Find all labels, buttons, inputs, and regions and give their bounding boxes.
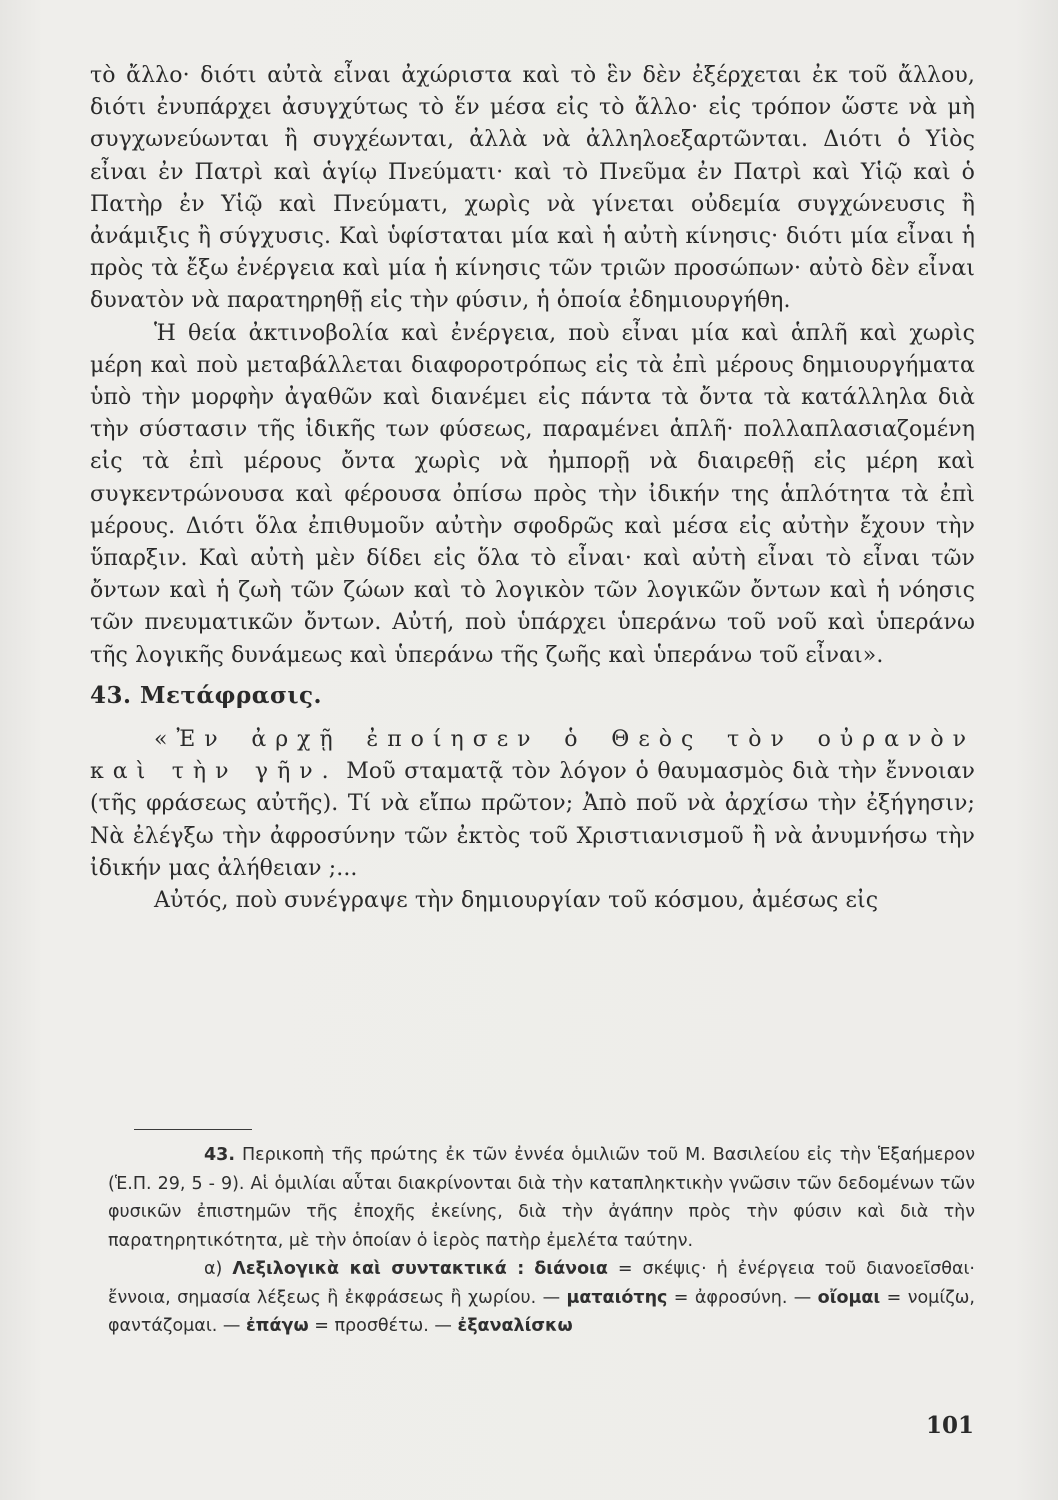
footnote-rule [134, 1129, 252, 1130]
paragraph-4: Αὐτός, ποὺ συνέγραψε τὴν δημιουργίαν τοῦ κόσμου, ἀμέσως εἰς [154, 888, 879, 914]
glossary-definition: = σκέψις· ἡ ἐνέργεια τοῦ διανοεῖσθαι· ἔννοια, σημασία λέξεως ἢ ἐκφράσεως ἢ χωρίου. — [108, 1259, 975, 1308]
glossary-definition: = προσθέτω. — [308, 1316, 458, 1336]
paragraph-3 [90, 724, 975, 885]
footnotes [108, 1141, 975, 1341]
glossary-term: διάνοια [534, 1259, 608, 1279]
glossary-definition: = ἀφροσύνη. — [667, 1287, 818, 1308]
paragraph-1: τὸ ἄλλο· διότι αὐτὰ εἶναι ἀχώριστα καὶ τὸ ἓν δὲν ἐξέρχεται ἐκ τοῦ ἄλλου, διότι ἐνυπάρχει ἀσυγχύτως τὸ ἕν μέσα εἰς τὸ ἄλλο· εἰς τρόπον ὥστε νὰ μὴ συγχωνεύωνται ἢ συγχέωνται, ἀλλὰ νὰ ἀλληλοεξαρτῶνται. Διότι ὁ Υἱὸς εἶναι ἐν Πατρὶ καὶ ἁγίῳ Πνεύματι· καὶ τὸ Πνεῦμα ἐν Πατρὶ καὶ Υἱῷ καὶ ὁ Πατὴρ ἐν Υἱῷ καὶ Πνεύματι, χωρὶς νὰ γίνεται οὐδεμία συγχώνευσις ἢ ἀνάμιξις ἢ σύγχυσις. Καὶ ὑφίσταται μία καὶ ἡ αὐτὴ κίνησις· διότι μία εἶναι ἡ πρὸς τὰ ἔξω ἐνέργεια καὶ μία ἡ κίνησις τῶν τριῶν προσώπων· αὐτὸ δὲν εἶναι δυνατὸν νὰ παρατηρηθῇ εἰς τὴν φύσιν, ἡ ὁποία ἐδημιουργήθη. [90, 63, 975, 314]
paragraph-2: Ἡ θεία ἀκτινοβολία καὶ ἐνέργεια, ποὺ εἶναι μία καὶ ἁπλῆ καὶ χωρὶς μέρη καὶ ποὺ μεταβάλλεται διαφοροτρόπως εἰς τὰ ἐπὶ μέρους δημιουργήματα ὑπὸ τὴν μορφὴν ἀγαθῶν καὶ διανέμει εἰς πάντα τὰ ὄντα τὰ κατάλληλα διὰ τὴν σύστασιν τῆς ἰδικῆς των φύσεως, παραμένει ἁπλῆ· πολλαπλασιαζομένη εἰς τὰ ἐπὶ μέρους ὄντα χωρὶς νὰ ἠμπορῇ νὰ διαιρεθῇ εἰς μέρη καὶ συγκεντρώνουσα καὶ φέρουσα ὀπίσω πρὸς τὴν ἰδικήν της ἁπλότητα τὰ ἐπὶ μέρους. Διότι ὅλα ἐπιθυμοῦν αὐτὴν σφοδρῶς καὶ μέσα εἰς αὐτὴν ἔχουν τὴν ὕπαρξιν. Καὶ αὐτὴ μὲν δίδει εἰς ὅλα τὸ εἶναι· καὶ αὐτὴ εἶναι τὸ εἶναι τῶν ὄντων καὶ ἡ ζωὴ τῶν ζώων καὶ τὸ λογικὸν τῶν λογικῶν ὄντων καὶ ἡ νόησις τῶν πνευματικῶν ὄντων. Αὐτή, ποὺ ὑπάρχει ὑπεράνω τοῦ νοῦ καὶ ὑπεράνω τῆς λογικῆς δυνάμεως καὶ ὑπεράνω τῆς ζωῆς καὶ ὑπεράνω τοῦ εἶναι». [90, 320, 975, 668]
page-number: 101 [925, 1412, 974, 1439]
glossary-term: ἐξαναλίσκω [457, 1316, 573, 1336]
spaced-quote: «Ἐν ἀρχῇ ἐποίησεν ὁ Θεὸς τὸν οὐρανὸν καὶ τὴν γῆν. [90, 727, 975, 785]
glossary [108, 1255, 975, 1341]
glossary-term: οἴομαι [817, 1287, 881, 1308]
footnote-43 [108, 1141, 975, 1255]
glossary-prefix: α) [204, 1259, 233, 1279]
footnote-text: Περικοπὴ τῆς πρώτης ἐκ τῶν ἐννέα ὁμιλιῶν τοῦ Μ. Βασιλείου εἰς τὴν Ἑξαήμερον (Ἑ.Π. 29, 5 - 9). Αἱ ὁμιλίαι αὗται διακρίνονται διὰ τὴν καταπληκτικὴν γνῶσιν τῶν δεδομένων τῶν φυσικῶν ἐπιστημῶν τῆς ἐποχῆς ἐκείνης, διὰ τὴν ἀγάπην πρὸς τὴν φύσιν καὶ διὰ τὴν παρατηρητικότητα, μὲ τὴν ὁποίαν ὁ ἱερὸς πατὴρ ἐμελέτα ταύτην. [108, 1145, 975, 1251]
glossary-term: ματαιότης [566, 1287, 668, 1308]
main-text [90, 60, 975, 917]
footnote-number: 43. [204, 1145, 236, 1165]
paragraph-3-rest: Μοῦ σταματᾷ τὸν λόγον ὁ θαυμασμὸς διὰ τὴν ἔννοιαν (τῆς φράσεως αὐτῆς). Τί νὰ εἴπω πρῶτον; Ἀπὸ ποῦ νὰ ἀρχίσω τὴν ἐξήγησιν; Νὰ ἐλέγξω τὴν ἀφροσύνην τῶν ἐκτὸς τοῦ Χριστιανισμοῦ ἢ νὰ ἀνυμνήσω τὴν ἰδικήν μας ἀλήθειαν ;... [90, 759, 976, 881]
glossary-term: ἐπάγω [245, 1316, 309, 1336]
glossary-heading: Λεξιλογικὰ καὶ συντακτικά : [232, 1259, 525, 1279]
section-heading: 43. Μετάφρασις. [90, 681, 323, 709]
glossary-definition: = νομίζω, φαντάζομαι. — [108, 1287, 975, 1336]
